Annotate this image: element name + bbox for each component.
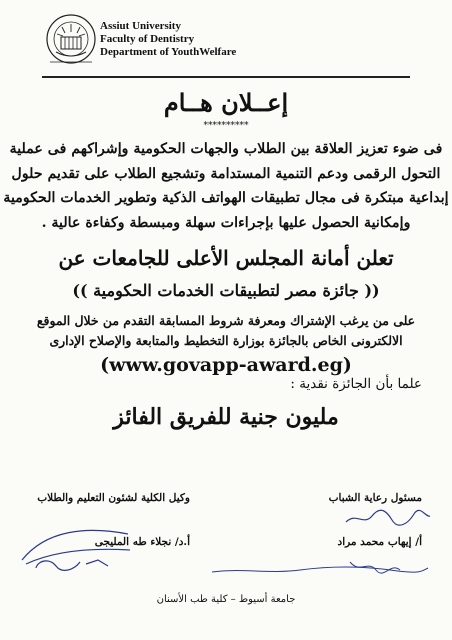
left-signatory-title: وكيل الكلية لشئون التعليم والطلاب bbox=[37, 492, 190, 504]
header-divider bbox=[42, 76, 410, 78]
bottom-signature-line bbox=[210, 558, 430, 580]
university-name: Assiut University bbox=[100, 20, 181, 32]
award-name: (( جائزة مصر لتطبيقات الخدمات الحكومية )) bbox=[72, 281, 380, 300]
intro-line: وإمكانية الحصول عليها بإجراءات سهلة ومبسطة وكفاءة عالية . bbox=[41, 214, 411, 231]
department-name: Department of YouthWelfare bbox=[100, 46, 237, 58]
right-signatory-name: أ/ إيهاب محمد مراد bbox=[337, 536, 422, 548]
prize-value: مليون جنية للفريق الفائز bbox=[113, 404, 339, 430]
apply-paragraph bbox=[0, 311, 452, 351]
announcement-title: إعــلان هــام bbox=[163, 88, 289, 117]
intro-paragraph bbox=[0, 137, 452, 235]
right-signatory-title: مسئول رعاية الشباب bbox=[328, 492, 422, 504]
apply-line: على من يرغب الإشتراك ومعرفة شروط المسابقة التقدم من خلال الموقع bbox=[36, 313, 416, 328]
title-stars: ********** bbox=[203, 121, 249, 131]
page-footer: جامعة أسيوط – كلية طب الأسنان bbox=[156, 594, 296, 605]
award-website-link[interactable]: (www.govapp-award.eg) bbox=[100, 354, 352, 376]
apply-line: الالكترونى الخاص بالجائزة بوزارة التخطيط والمتابعة والإصلاح الإدارى bbox=[49, 333, 403, 348]
university-logo bbox=[44, 12, 98, 68]
intro-line: التحول الرقمى ودعم التنمية المستدامة وتشجيع الطلاب على تقديم حلول bbox=[11, 165, 441, 182]
intro-line: فى ضوء تعزيز العلاقة بين الطلاب والجهات الحكومية وإشراكهم فى عملية bbox=[9, 141, 443, 157]
right-signature bbox=[342, 506, 432, 530]
left-signatory-name: أ.د/ نجلاء طه المليجى bbox=[94, 536, 190, 548]
faculty-header bbox=[100, 20, 236, 59]
prize-note: علما بأن الجائزة نقدية : bbox=[290, 376, 422, 392]
faculty-name: Faculty of Dentistry bbox=[100, 33, 195, 45]
council-heading: تعلن أمانة المجلس الأعلى للجامعات عن bbox=[58, 246, 394, 270]
intro-line: إبداعية مبتكرة فى مجال تطبيقات الهواتف الذكية وتطوير الخدمات الحكومية bbox=[3, 190, 449, 206]
